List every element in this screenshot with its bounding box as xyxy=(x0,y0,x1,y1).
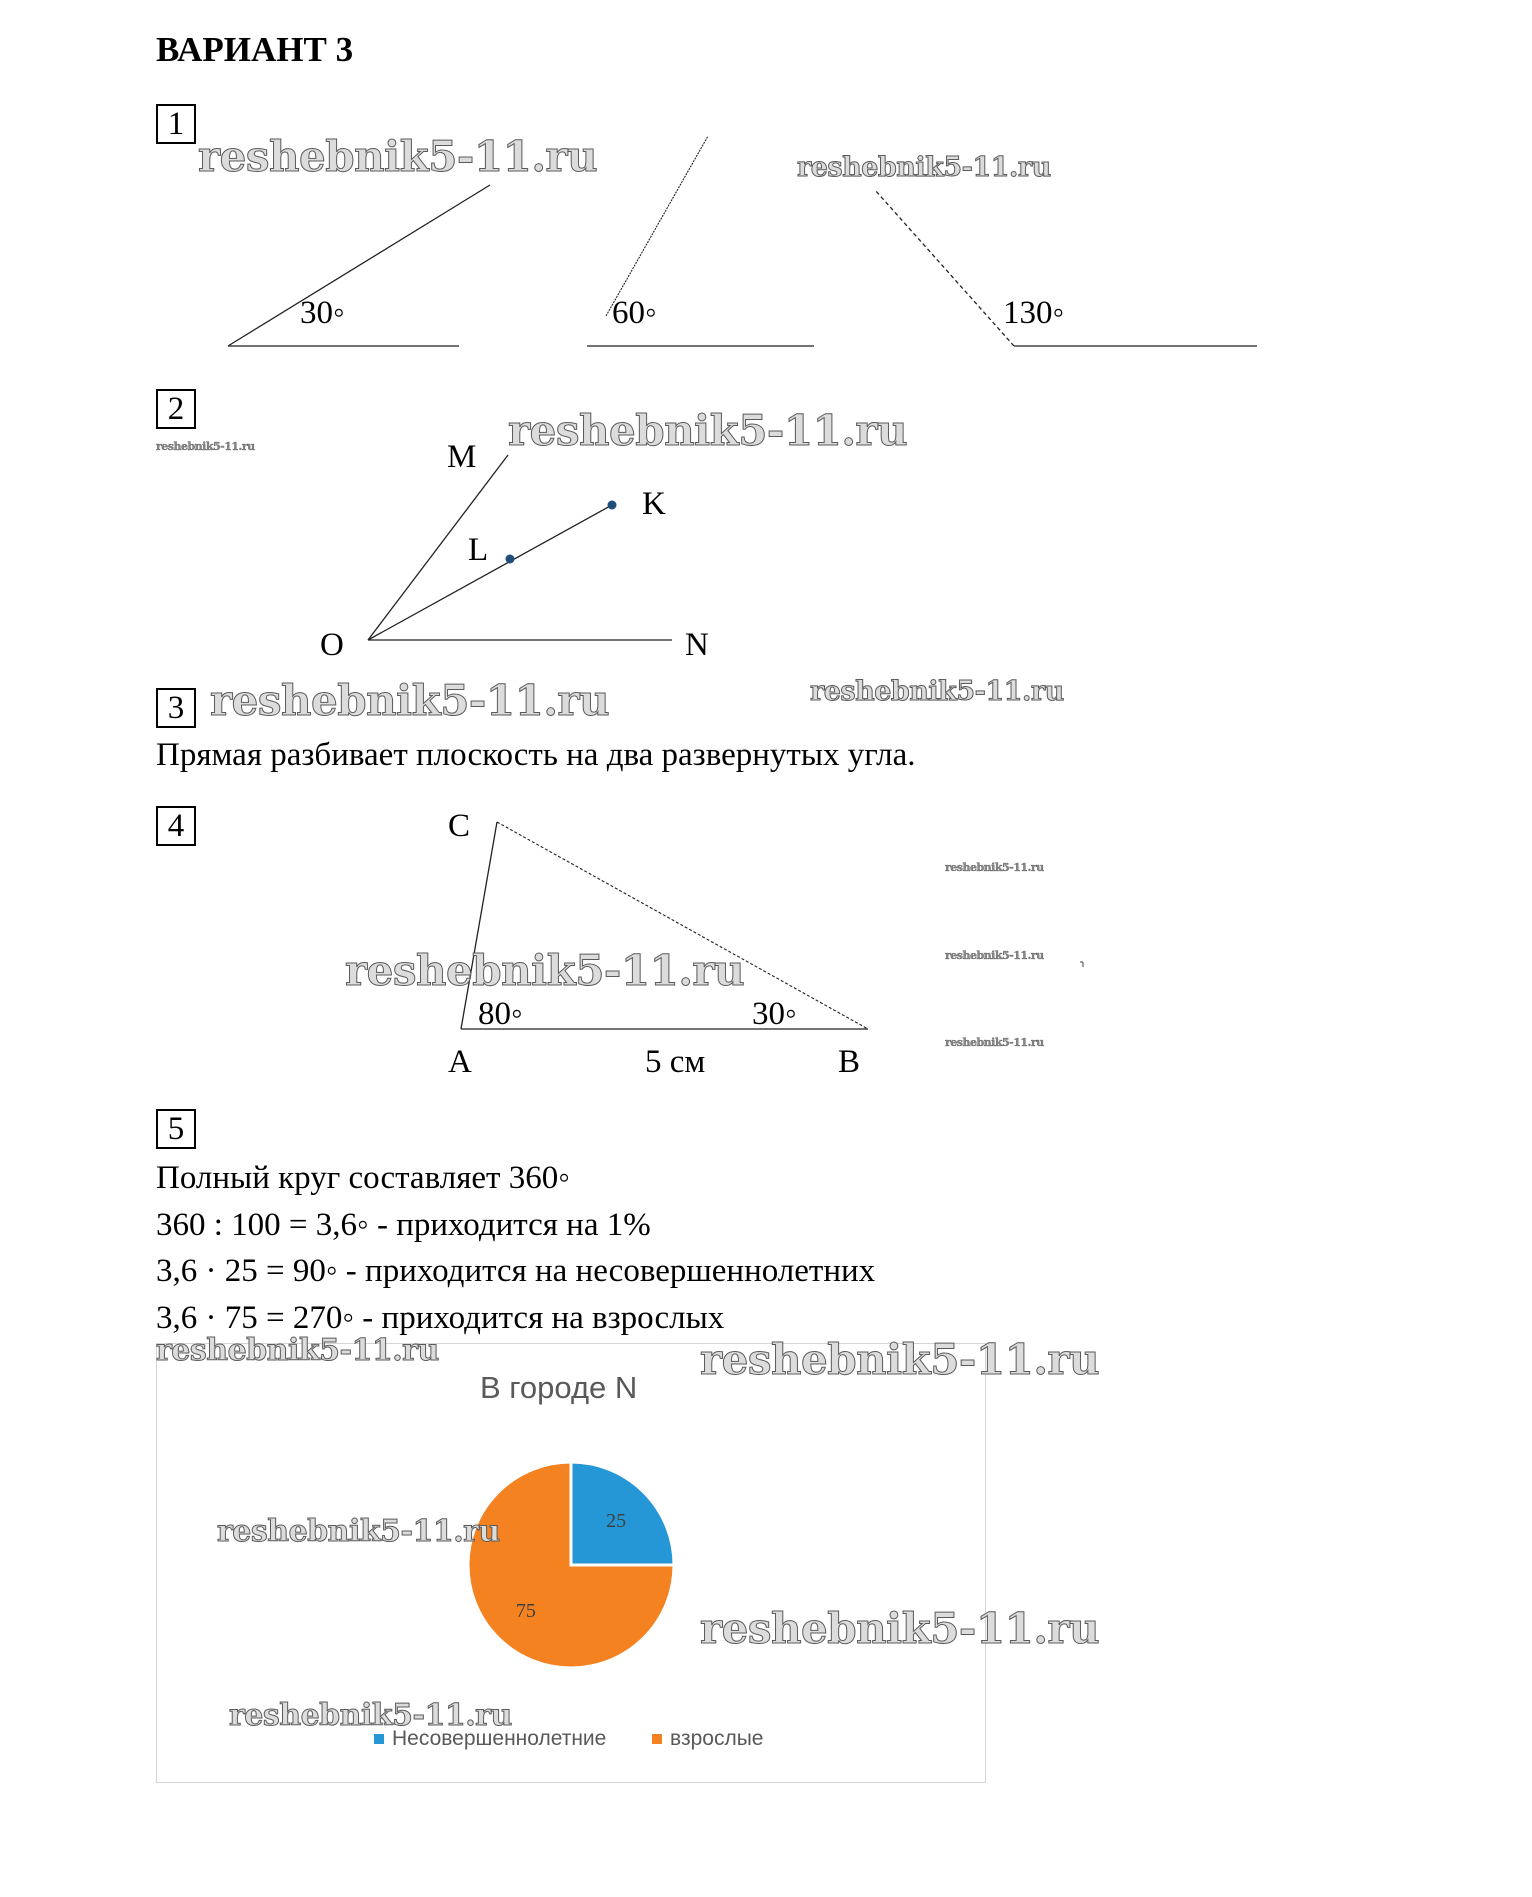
point-k xyxy=(608,501,617,510)
task-5-line-1: Полный круг составляет 360◦ xyxy=(156,1160,570,1196)
label-b: B xyxy=(838,1044,861,1080)
watermark: reshebnik5-11.ru xyxy=(797,152,1051,183)
task-1-number: 1 xyxy=(156,104,196,144)
task-5-number: 5 xyxy=(156,1109,196,1149)
task-5-line-2: 360 : 100 = 3,6◦ - приходится на 1% xyxy=(156,1207,651,1243)
legend-swatch xyxy=(374,1734,384,1744)
angle-30-ray xyxy=(228,185,490,346)
legend-label: взрослые xyxy=(670,1727,764,1750)
watermark: reshebnik5-11.ru xyxy=(700,1335,1100,1384)
watermark: reshebnik5-11.ru xyxy=(945,949,1044,962)
angle-60-label: 60◦ xyxy=(612,295,657,331)
angle-b-label: 30◦ xyxy=(752,996,797,1032)
label-a: A xyxy=(448,1044,472,1080)
chart-title: В городе N xyxy=(480,1370,638,1405)
figure-4-triangle xyxy=(0,800,1532,1090)
watermark: reshebnik5-11.ru xyxy=(156,1333,439,1368)
task-2-number: 2 xyxy=(156,389,196,429)
angle-30-label: 30◦ xyxy=(300,295,345,331)
page-title: ВАРИАНТ 3 xyxy=(156,30,354,69)
watermark: reshebnik5-11.ru xyxy=(345,946,745,995)
watermark: reshebnik5-11.ru xyxy=(810,676,1064,707)
task-5-line-4: 3,6 · 75 = 270◦ - приходится на взрослых xyxy=(156,1300,725,1336)
legend-label: Несовершеннолетние xyxy=(392,1727,607,1750)
watermark: reshebnik5-11.ru xyxy=(210,676,610,725)
watermark: reshebnik5-11.ru xyxy=(229,1698,512,1733)
label-l: L xyxy=(468,532,489,568)
task-4-number: 4 xyxy=(156,806,196,846)
side-cb xyxy=(497,822,868,1029)
ray-ok xyxy=(368,505,612,640)
angle-60-ray xyxy=(606,136,708,316)
label-n: N xyxy=(685,627,709,663)
label-m: M xyxy=(447,439,477,475)
watermark: reshebnik5-11.ru xyxy=(945,1036,1044,1049)
task-5-line-3: 3,6 · 25 = 90◦ - приходится на несовершеннолетних xyxy=(156,1253,876,1289)
watermark: reshebnik5-11.ru xyxy=(198,132,598,181)
watermark: reshebnik5-11.ru xyxy=(700,1604,1100,1653)
point-l xyxy=(506,555,515,564)
angle-a-label: 80◦ xyxy=(478,996,523,1032)
label-c: C xyxy=(448,808,471,844)
watermark: reshebnik5-11.ru xyxy=(156,440,255,453)
figure-1-angles xyxy=(0,0,1532,360)
task-3-number: 3 xyxy=(156,688,196,728)
pie-data-label: 25 xyxy=(606,1509,627,1532)
pie-data-label: 75 xyxy=(515,1600,536,1623)
label-o: O xyxy=(320,627,344,663)
angle-130-label: 130◦ xyxy=(1003,295,1065,331)
watermark: reshebnik5-11.ru xyxy=(217,1514,500,1549)
angle-130-ray xyxy=(875,190,1014,346)
watermark: reshebnik5-11.ru xyxy=(945,861,1044,874)
watermark: reshebnik5-11.ru xyxy=(508,406,908,455)
legend-swatch xyxy=(652,1734,662,1744)
legend-item xyxy=(652,1727,763,1750)
label-k: K xyxy=(642,486,666,522)
side-ab-label: 5 см xyxy=(645,1044,706,1080)
task-3-text: Прямая разбивает плоскость на два развернутых угла. xyxy=(156,737,916,773)
figure-2-angle xyxy=(0,360,1532,680)
